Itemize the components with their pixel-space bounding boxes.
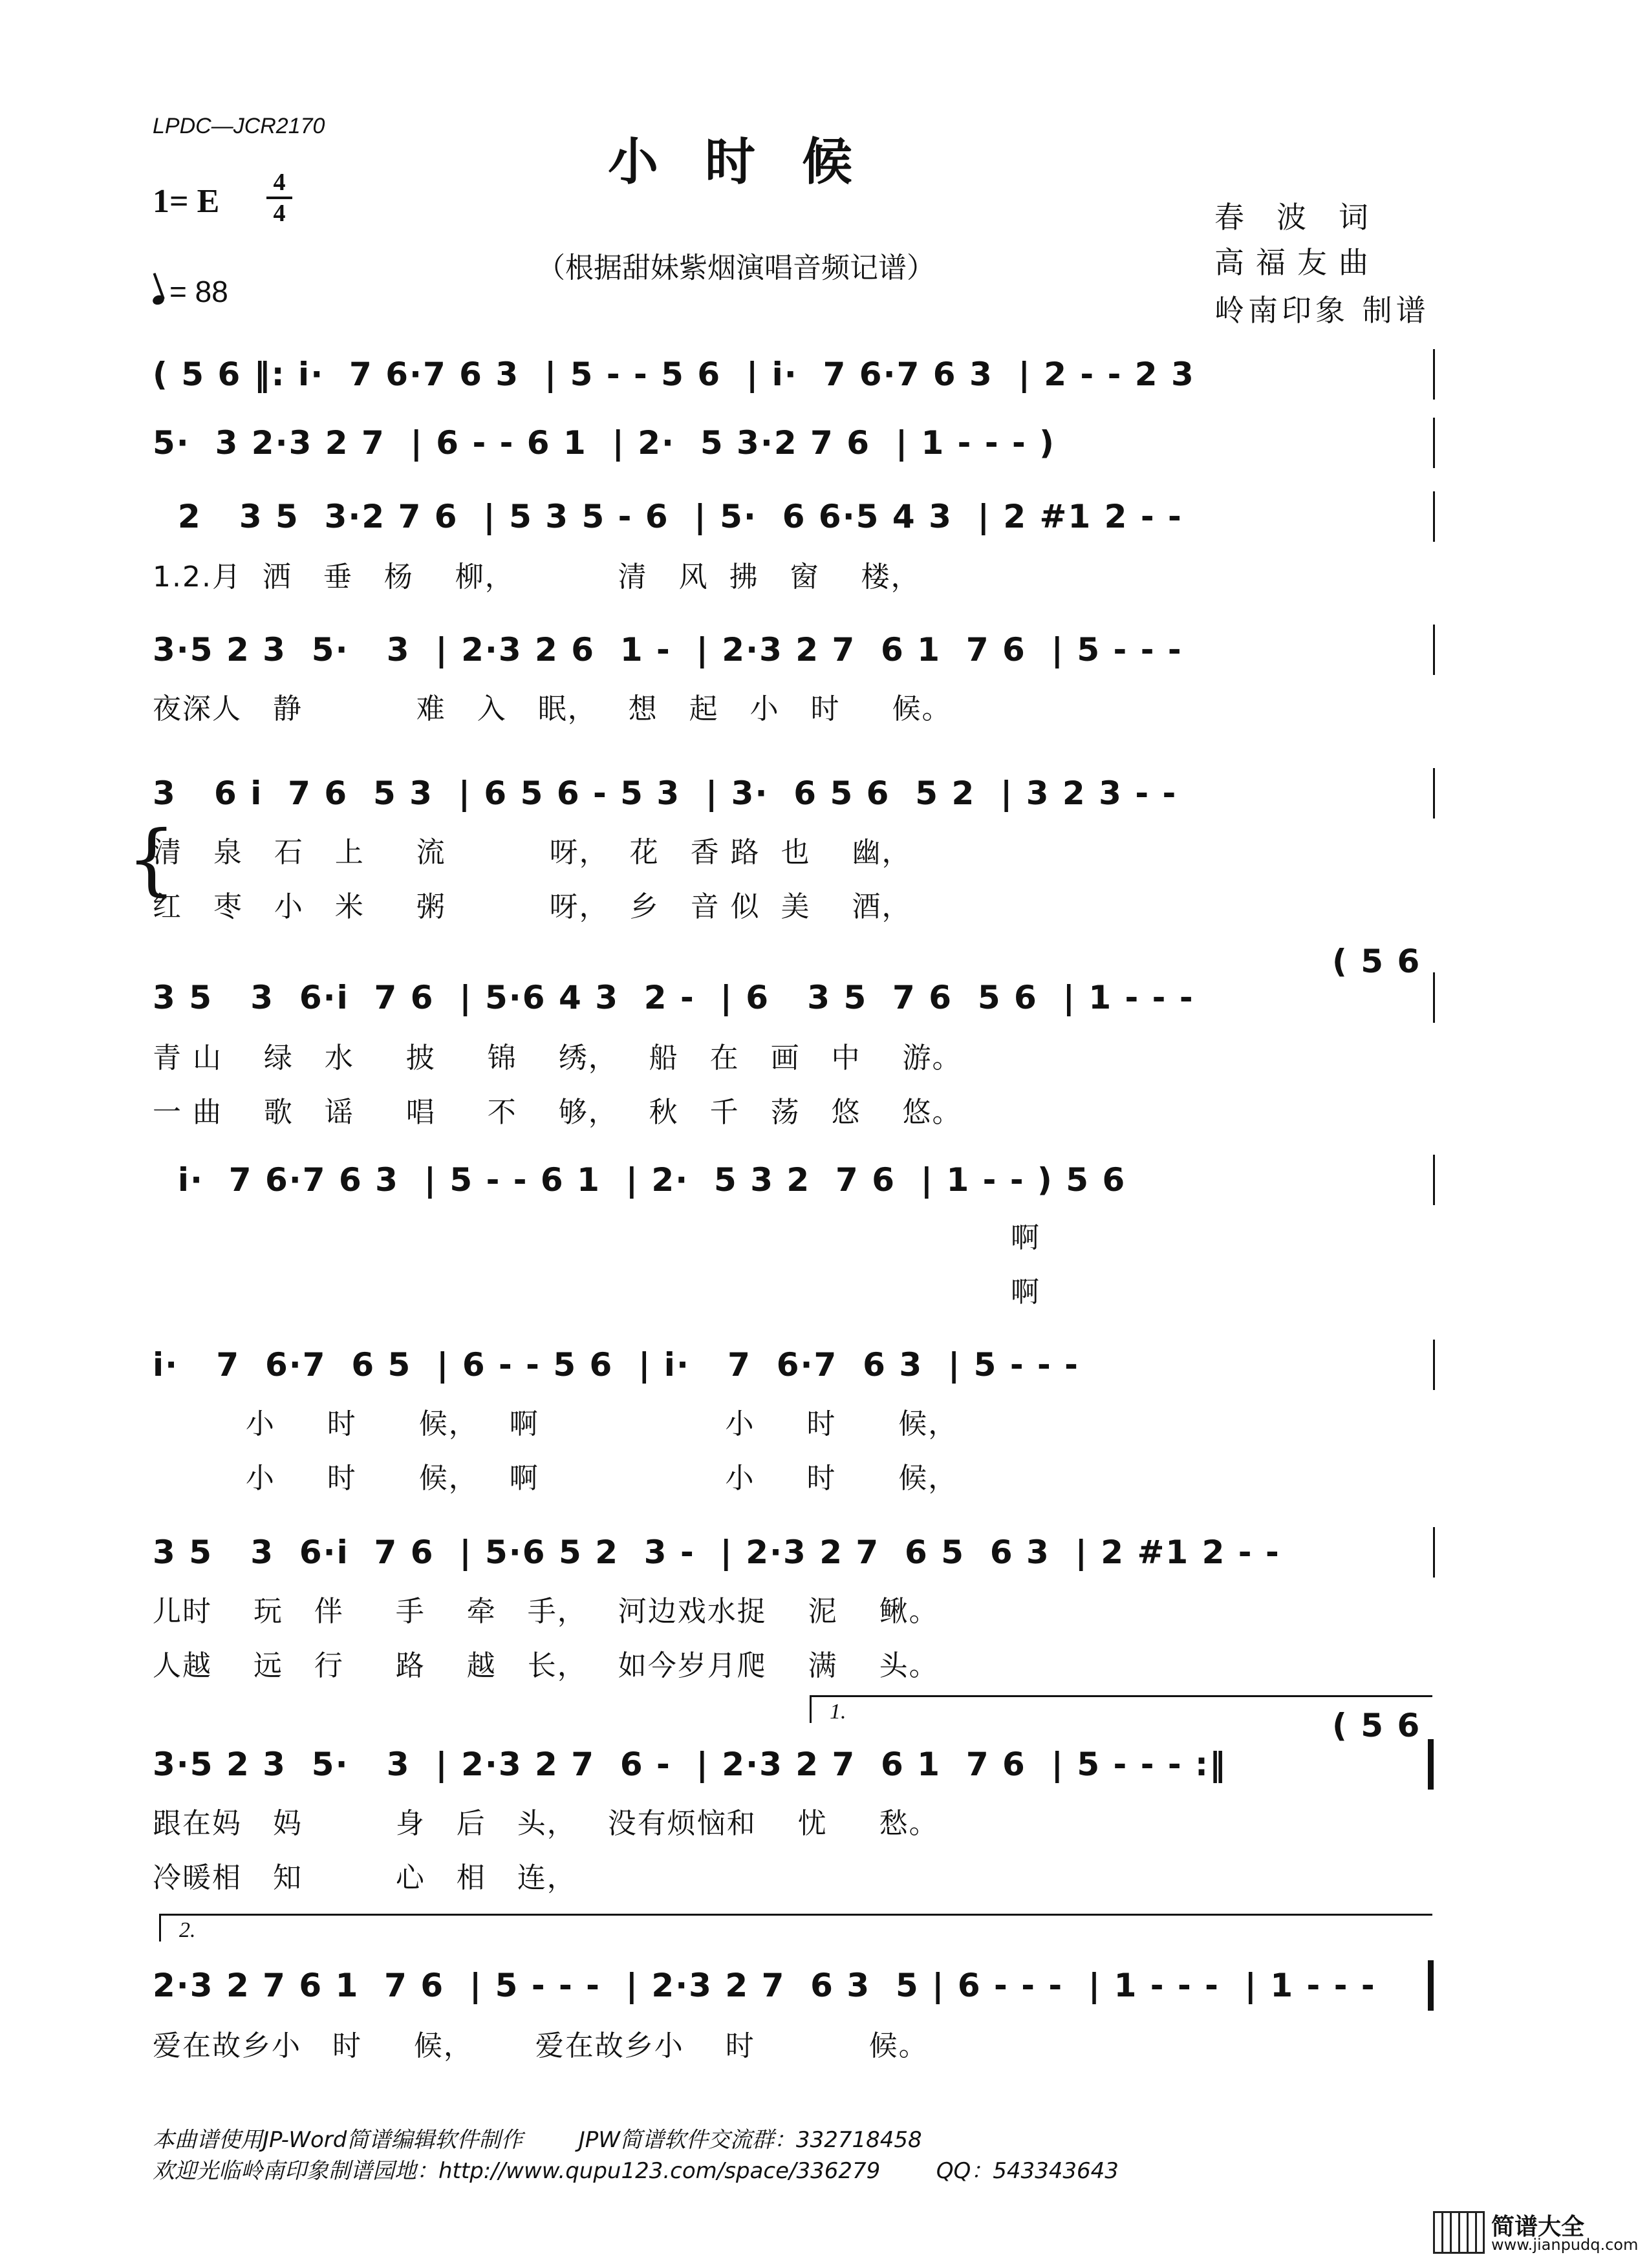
notation-line: 3 6 i 7 6 5 3 | 6 5 6 - 5 3 | 3· 6 5 6 5 2 | 3 2 3 - - <box>153 775 1178 812</box>
lyric-line-verse-1: 清 泉 石 上 流 呀， 花 香 路 也 幽， <box>153 836 912 869</box>
piano-icon <box>1433 2211 1485 2254</box>
time-signature <box>266 169 292 226</box>
lyric-line-verse-2: 小 时 候， 啊 小 时 候， <box>153 1462 958 1495</box>
barline <box>1433 768 1435 818</box>
notation-line: 3·5 2 3 5· 3 | 2·3 2 7 6 - | 2·3 2 7 6 1 7 6 | 5 - - - :‖ <box>153 1746 1227 1783</box>
tempo-marking <box>153 274 228 309</box>
first-ending-bracket: 1. <box>810 1695 1432 1723</box>
score-system-5 <box>153 775 1452 925</box>
composer-credit: 高福友曲 <box>1214 245 1380 280</box>
final-barline <box>1428 1960 1434 2011</box>
barline <box>1433 418 1435 468</box>
key-signature: 1= E <box>153 183 220 220</box>
engraver-credit: 岭南印象 制谱 <box>1214 293 1430 328</box>
watermark-url: www.jianpudq.com <box>1491 2236 1638 2254</box>
notation-line: ( 5 6 ‖: i· 7 6·7 6 3 | 5 - - 5 6 | i· 7 6·7 6 3 | 2 - - 2 3 <box>153 356 1195 393</box>
score-system-11 <box>153 1967 1452 2064</box>
barline <box>1433 1340 1435 1390</box>
lyric-line-verse-1: 小 时 候， 啊 小 时 候， <box>153 1407 958 1440</box>
time-signature-top: 4 <box>273 169 286 196</box>
second-ending-bracket: 2. <box>159 1914 1432 1942</box>
repeat-end-barline <box>1428 1739 1434 1790</box>
lyric-line-verse-1: 跟在妈 妈 身 后 头， 没有烦恼和 忧 愁。 <box>153 1807 939 1840</box>
pickup-notes: ( 5 6 <box>1332 1707 1421 1744</box>
song-title: 小时候 <box>608 133 900 191</box>
barline <box>1433 491 1435 542</box>
time-signature-bottom: 4 <box>273 200 286 227</box>
barline <box>1433 625 1435 675</box>
lyric-line-verse-2: 人越 远 行 路 越 长， 如今岁月爬 满 头。 <box>153 1649 939 1682</box>
lyric-line-verse-1: 青 山 绿 水 披 锦 绣， 船 在 画 中 游。 <box>153 1042 962 1075</box>
score-system-10 <box>153 1746 1452 1896</box>
notation-line: 2·3 2 7 6 1 7 6 | 5 - - - | 2·3 2 7 6 3 5 | 6 - - - | 1 - - - | 1 - - - <box>153 1967 1376 2004</box>
notation-line: 3·5 2 3 5· 3 | 2·3 2 6 1 - | 2·3 2 7 6 1 7 6 | 5 - - - <box>153 631 1183 669</box>
score-system-2 <box>153 424 1452 462</box>
verse-brace: { <box>127 815 177 904</box>
tempo-value: = 88 <box>169 275 228 308</box>
lyric-line-verse-2: 红 枣 小 米 粥 呀， 乡 音 似 美 酒， <box>153 890 912 923</box>
score-code: LPDC—JCR2170 <box>153 114 325 138</box>
score-system-6 <box>153 979 1452 1130</box>
footer-website-note: 欢迎光临岭南印象制谱园地：http://www.qupu123.com/space/336279 QQ：543343643 <box>153 2158 1119 2184</box>
pickup-notes: ( 5 6 <box>1332 943 1421 980</box>
barline <box>1433 972 1435 1023</box>
site-watermark <box>1433 2207 1638 2259</box>
notation-line: i· 7 6·7 6 3 | 5 - - 6 1 | 2· 5 3 2 7 6 | 1 - - ) 5 6 <box>153 1161 1126 1199</box>
score-system-4 <box>153 631 1452 727</box>
score-system-8 <box>153 1346 1452 1496</box>
barline <box>1433 1527 1435 1578</box>
subtitle: （根据甜妹紫烟演唱音频记谱） <box>537 251 935 284</box>
lyric-line-verse-1: 啊 <box>153 1221 1040 1254</box>
lyric-line-verse-1: 儿时 玩 伴 手 牵 手， 河边戏水捉 泥 鳅。 <box>153 1595 939 1628</box>
notation-line: 3 5 3 6·i 7 6 | 5·6 4 3 2 - | 6 3 5 7 6 5 6 | 1 - - - <box>153 979 1194 1016</box>
lyric-line-verse-2: 啊 <box>153 1276 1040 1309</box>
lyric-line-verse-2: 冷暖相 知 心 相 连， <box>153 1861 577 1894</box>
notation-line: i· 7 6·7 6 5 | 6 - - 5 6 | i· 7 6·7 6 3 | 5 - - - <box>153 1346 1079 1384</box>
barline <box>1433 1155 1435 1205</box>
score-system-3 <box>153 498 1452 595</box>
score-system-9 <box>153 1534 1452 1684</box>
notation-line: 2 3 5 3·2 7 6 | 5 3 5 - 6 | 5· 6 6·5 4 3 | 2 #1 2 - - <box>153 498 1183 535</box>
score-system-7 <box>153 1161 1452 1310</box>
lyric-line: 爱在故乡小 时 候， 爱在故乡小 时 候。 <box>153 2029 929 2062</box>
notation-line: 5· 3 2·3 2 7 | 6 - - 6 1 | 2· 5 3·2 7 6 | 1 - - - ) <box>153 424 1056 462</box>
watermark-name: 简谱大全 <box>1491 2214 1585 2240</box>
notation-line: 3 5 3 6·i 7 6 | 5·6 5 2 3 - | 2·3 2 7 6 5 6 3 | 2 #1 2 - - <box>153 1534 1280 1571</box>
score-system-1 <box>153 356 1452 393</box>
lyric-line-verse-2: 一 曲 歌 谣 唱 不 够， 秋 千 荡 悠 悠。 <box>153 1096 962 1129</box>
lyricist-credit: 春波词 <box>1214 200 1401 235</box>
quarter-note-icon <box>151 294 166 306</box>
lyric-line: 1.2.月 洒 垂 杨 柳， 清 风 拂 窗 楼， <box>153 561 921 594</box>
footer-software-note: 本曲谱使用JP-Word简谱编辑软件制作 JPW简谱软件交流群：332718458 <box>153 2127 922 2153</box>
barline <box>1433 349 1435 400</box>
lyric-line: 夜深人 静 难 入 眠， 想 起 小 时 候。 <box>153 692 952 725</box>
